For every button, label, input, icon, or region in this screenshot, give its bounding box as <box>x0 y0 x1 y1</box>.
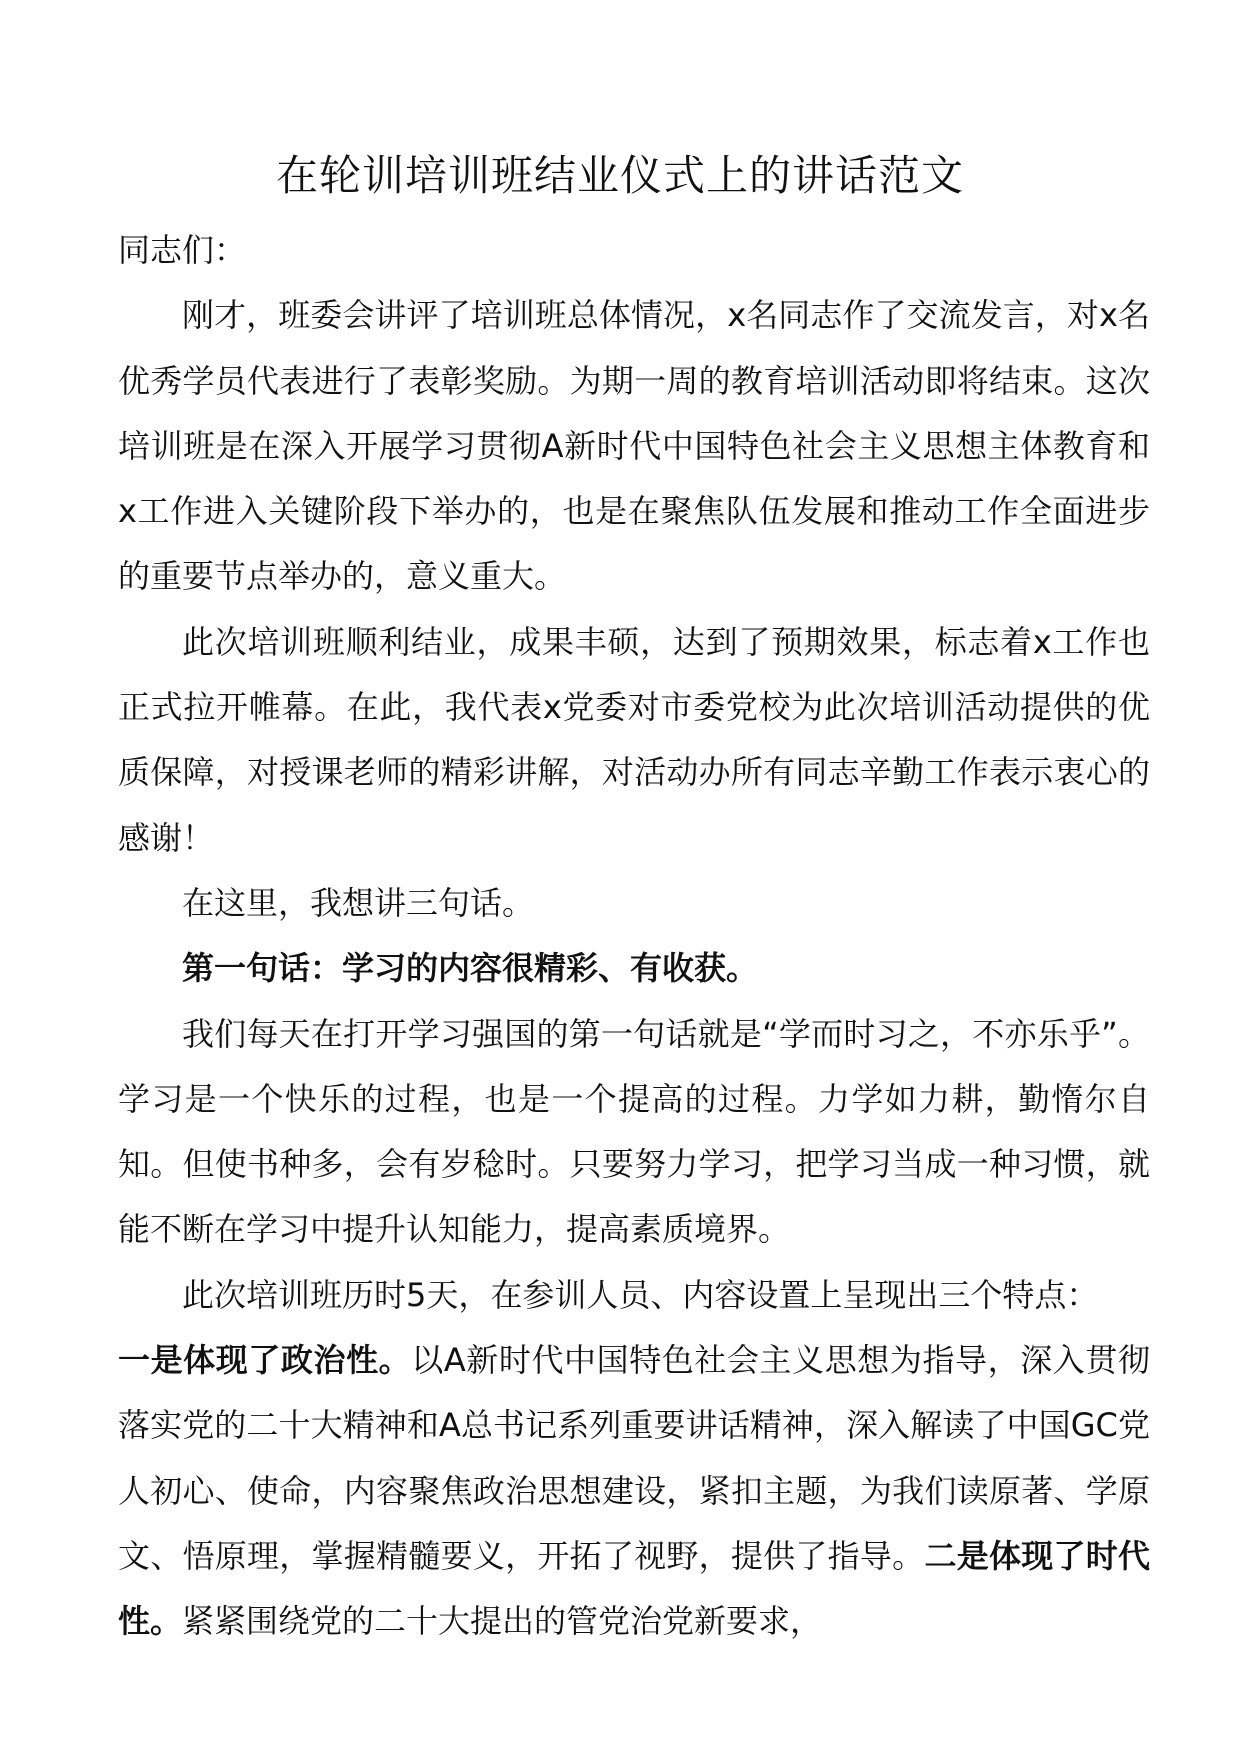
point-2-text: 紧紧围绕党的二十大提出的管党治党新要求， <box>182 1602 823 1641</box>
section-heading-1: 第一句话：学习的内容很精彩、有收获。 <box>182 949 759 988</box>
paragraph-2: 此次培训班顺利结业，成果丰硕，达到了预期效果，标志着x工作也正式拉开帷幕。在此，我代表x党委对市委党校为此次培训活动提供的优质保障，对授课老师的精彩讲解，对活动办所有同志辛勤工作表示衷心的感谢！ <box>118 622 1150 857</box>
paragraph-6 <box>118 1328 1150 1654</box>
paragraph-4: 我们每天在打开学习强国的第一句话就是“学而时习之，不亦乐乎”。学习是一个快乐的过程，也是一个提高的过程。力学如力耕，勤惰尔自知。但使书种多，会有岁稔时。只要努力学习，把学习当成一种习惯，就能不断在学习中提升认知能力，提高素质境界。 <box>118 1014 1150 1249</box>
document-title: 在轮训培训班结业仪式上的讲话范文 <box>275 151 964 200</box>
paragraph-3: 在这里，我想讲三句话。 <box>182 883 535 922</box>
paragraph-1: 刚才，班委会讲评了培训班总体情况，x名同志作了交流发言，对x名优秀学员代表进行了表彰奖励。为期一周的教育培训活动即将结束。这次培训班是在深入开展学习贯彻A新时代中国特色社会主义思想主体教育和x工作进入关键阶段下举办的，也是在聚焦队伍发展和推动工作全面进步的重要节点举办的，意义重大。 <box>118 296 1150 596</box>
greeting: 同志们： <box>118 231 247 269</box>
point-1-text: 以A新时代中国特色社会主义思想为指导，深入贯彻落实党的二十大精神和A总书记系列重要讲话精神，深入解读了中国GC党人初心、使命，内容聚焦政治思想建设，紧扣主题，为我们读原著、学原文、悟原理，掌握精髓要义，开拓了视野，提供了指导。 <box>118 1341 1150 1575</box>
paragraph-5: 此次培训班历时5天，在参训人员、内容设置上呈现出三个特点： <box>182 1275 1099 1314</box>
point-1-label: 一是体现了政治性。 <box>118 1341 412 1380</box>
document-body <box>118 218 1150 1655</box>
point-2-label: 二是体现了时代性。 <box>118 1536 1150 1641</box>
